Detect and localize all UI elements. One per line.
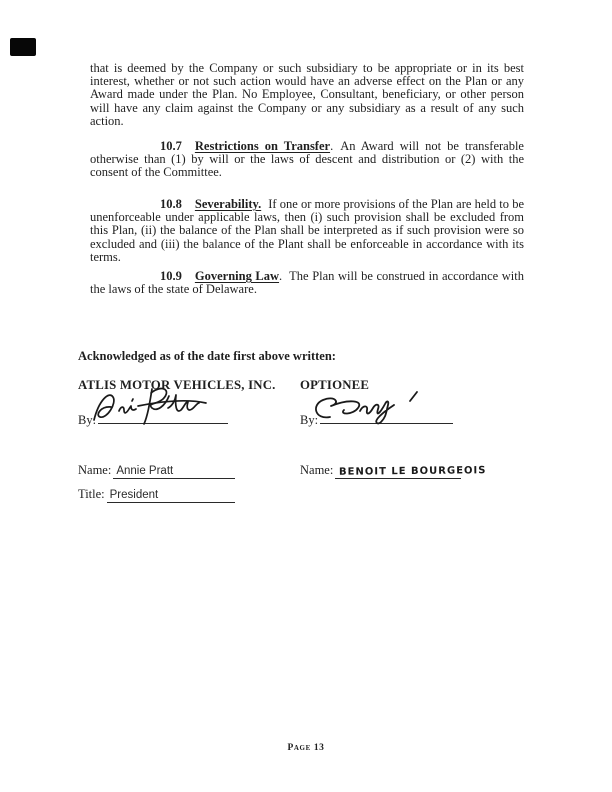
title-row-company: [78, 487, 235, 503]
by-label: By:: [300, 413, 319, 427]
by-row-company: [78, 408, 228, 428]
title-field-company: [107, 487, 235, 503]
section-text: The Plan will be construed in accordance with the laws of the state of Delaware.: [90, 269, 524, 297]
name-field-company: [113, 463, 235, 479]
section-number: 10.8: [160, 197, 182, 211]
party-name-company: ATLIS MOTOR VEHICLES, INC.: [78, 378, 276, 392]
section-10-9: [90, 270, 524, 296]
name-label: Name:: [78, 463, 112, 477]
by-label: By:: [78, 413, 97, 427]
acknowledgment-line: Acknowledged as of the date first above written:: [78, 349, 336, 363]
section-title-period: .: [279, 269, 283, 283]
section-number: 10.9: [160, 269, 182, 283]
section-text: If one or more provisions of the Plan are held to be unenforceable under applicable laws, then (i) such provision shall be excluded from this Plan, (ii) the balance of the Plan shall be interpreted as if such provision were so excluded and (iii) the balance of the Plant shall be enforceable in accordance with its terms.: [90, 197, 524, 264]
name-row-optionee: [300, 463, 487, 479]
name-label: Name:: [300, 463, 334, 477]
section-title: Severability.: [194, 197, 262, 211]
by-row-optionee: [300, 408, 453, 428]
name-value-company: Annie Pratt: [116, 465, 174, 477]
section-title: Restrictions on Transfer: [194, 139, 331, 153]
title-label: Title:: [78, 487, 105, 501]
section-title: Governing Law: [194, 269, 280, 283]
continuation-paragraph: that is deemed by the Company or such subsidiary to be appropriate or in its best interest, whether or not such action would have an adverse effect on the Plan or any Award made under the Plan. No Employee, Consultant, beneficiary, or other person will have any claim against the Company or any subsidiary as a result of any such action.: [90, 61, 524, 128]
title-value-company: President: [109, 489, 159, 501]
section-10-8: [90, 198, 524, 264]
name-row-company: [78, 463, 235, 479]
name-field-optionee: [335, 463, 487, 479]
signature-line-company: [98, 408, 228, 424]
section-10-7: [90, 140, 524, 180]
signature-line-optionee: [320, 408, 453, 424]
section-number: 10.7: [160, 139, 182, 153]
page-footer: Page 13: [287, 743, 325, 753]
section-text: An Award will not be transferable otherwise than (1) by will or the laws of descent and distribution or (2) with the consent of the Committee.: [90, 139, 524, 180]
party-name-optionee: OPTIONEE: [300, 378, 370, 392]
scan-artifact-mark: [10, 38, 36, 56]
name-value-optionee: BENOIT LE BOURGEOIS: [339, 465, 487, 478]
section-title-period: .: [330, 139, 334, 153]
